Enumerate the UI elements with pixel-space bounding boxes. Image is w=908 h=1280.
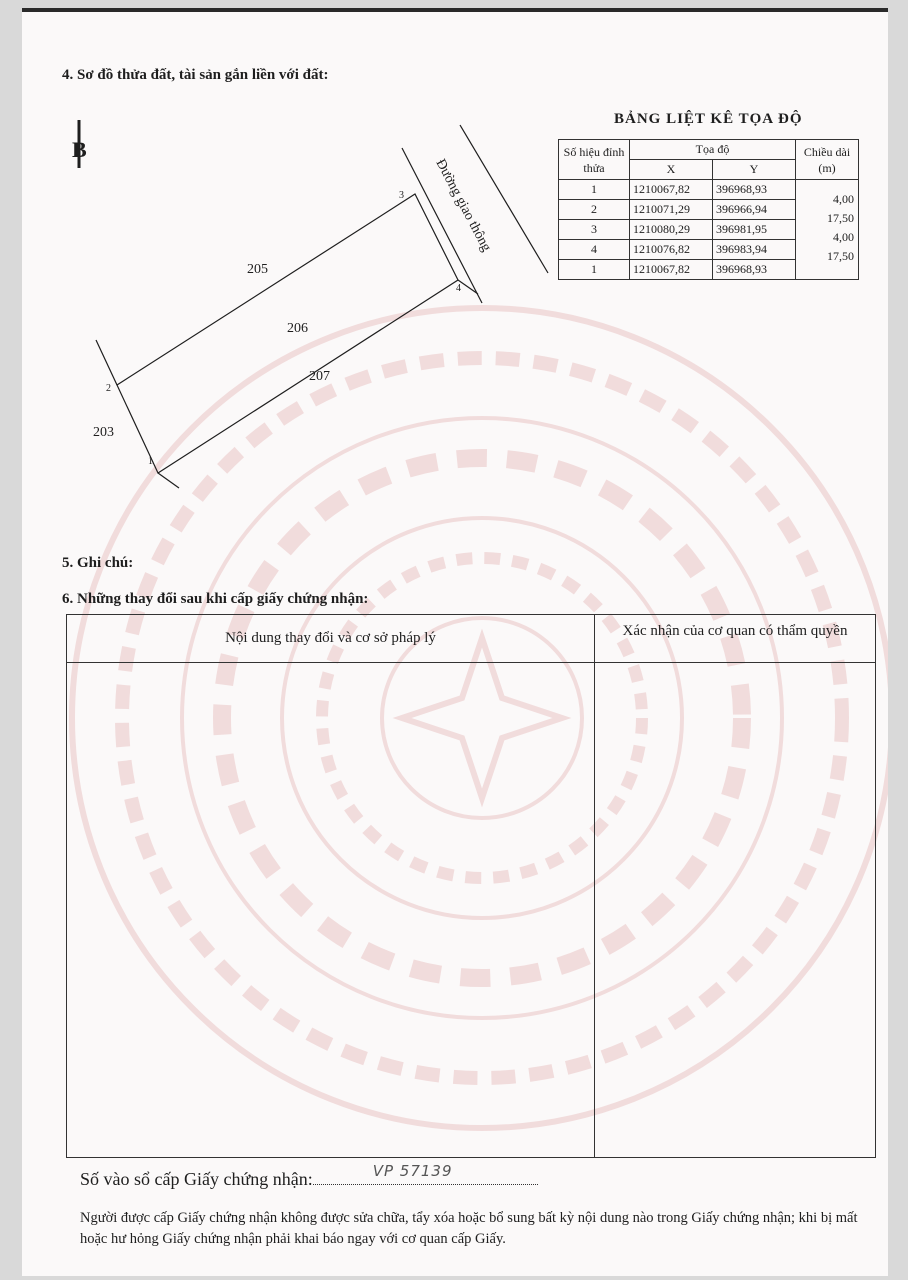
road-edge-line bbox=[460, 125, 548, 273]
parcel-207: 207 bbox=[309, 369, 330, 384]
certificate-page bbox=[22, 8, 888, 1276]
registration-line bbox=[80, 1162, 538, 1190]
header-x: X bbox=[630, 160, 713, 180]
boundary-extension-line bbox=[96, 340, 117, 385]
road-label: Đường giao thông bbox=[432, 156, 494, 255]
header-point: Số hiệu đỉnh thửa bbox=[559, 140, 630, 180]
parcel-205: 205 bbox=[247, 262, 268, 277]
coordinate-table bbox=[558, 139, 859, 280]
parcel-203: 203 bbox=[93, 425, 114, 440]
table-row: 4 1210076,82 396983,94 bbox=[559, 240, 859, 260]
length-3-4: 4,00 bbox=[833, 230, 854, 244]
boundary-extension-line bbox=[458, 280, 478, 294]
coord-table-title: BẢNG LIỆT KÊ TỌA ĐỘ bbox=[614, 111, 803, 127]
section6-title: 6. Những thay đổi sau khi cấp giấy chứng nhận: bbox=[62, 591, 369, 607]
length-4-1: 17,50 bbox=[827, 249, 854, 263]
vertex-label-1: 1 bbox=[148, 456, 153, 467]
land-plot-diagram bbox=[62, 108, 562, 508]
changes-table bbox=[66, 614, 876, 1158]
section5-title: 5. Ghi chú: bbox=[62, 555, 134, 571]
table-row: 3 1210080,29 396981,95 bbox=[559, 220, 859, 240]
registration-dots bbox=[313, 1162, 538, 1185]
parcel-206: 206 bbox=[287, 321, 308, 336]
vertex-label-3: 3 bbox=[399, 190, 404, 201]
north-arrow-icon bbox=[72, 120, 87, 168]
header-length: Chiều dài (m) bbox=[796, 140, 859, 180]
vertex-label-4: 4 bbox=[456, 283, 461, 294]
registration-value: VP 57139 bbox=[372, 1162, 453, 1180]
north-symbol: B bbox=[72, 137, 87, 162]
boundary-extension-line bbox=[158, 473, 179, 488]
length-1-2: 4,00 bbox=[833, 192, 854, 206]
header-coord: Tọa độ bbox=[630, 140, 796, 160]
length-cell bbox=[796, 180, 859, 280]
column-divider bbox=[594, 615, 595, 1157]
changes-col-content: Nội dung thay đổi và cơ sở pháp lý bbox=[225, 630, 436, 646]
length-2-3: 17,50 bbox=[827, 211, 854, 225]
changes-col-confirmation: Xác nhận của cơ quan có thẩm quyền bbox=[622, 623, 848, 639]
table-row: 1 1210067,82 396968,93 bbox=[559, 260, 859, 280]
scan-top-edge bbox=[22, 8, 888, 12]
table-row: 2 1210071,29 396966,94 bbox=[559, 200, 859, 220]
table-row: 1 1210067,82 396968,93 4,00 17,50 4,00 17,50 bbox=[559, 180, 859, 200]
section4-title: 4. Sơ đồ thửa đất, tài sản gắn liền với đất: bbox=[62, 67, 329, 83]
notice-text: Người được cấp Giấy chứng nhận không được sửa chữa, tẩy xóa hoặc bổ sung bất kỳ nội dung nào trong Giấy chứng nhận; khi bị mất hoặc hư hỏng Giấy chứng nhận phải khai báo ngay với cơ quan cấp Giấy. bbox=[80, 1210, 858, 1247]
registration-label: Số vào sổ cấp Giấy chứng nhận: bbox=[80, 1169, 313, 1189]
header-y: Y bbox=[713, 160, 796, 180]
vertex-label-2: 2 bbox=[106, 383, 111, 394]
